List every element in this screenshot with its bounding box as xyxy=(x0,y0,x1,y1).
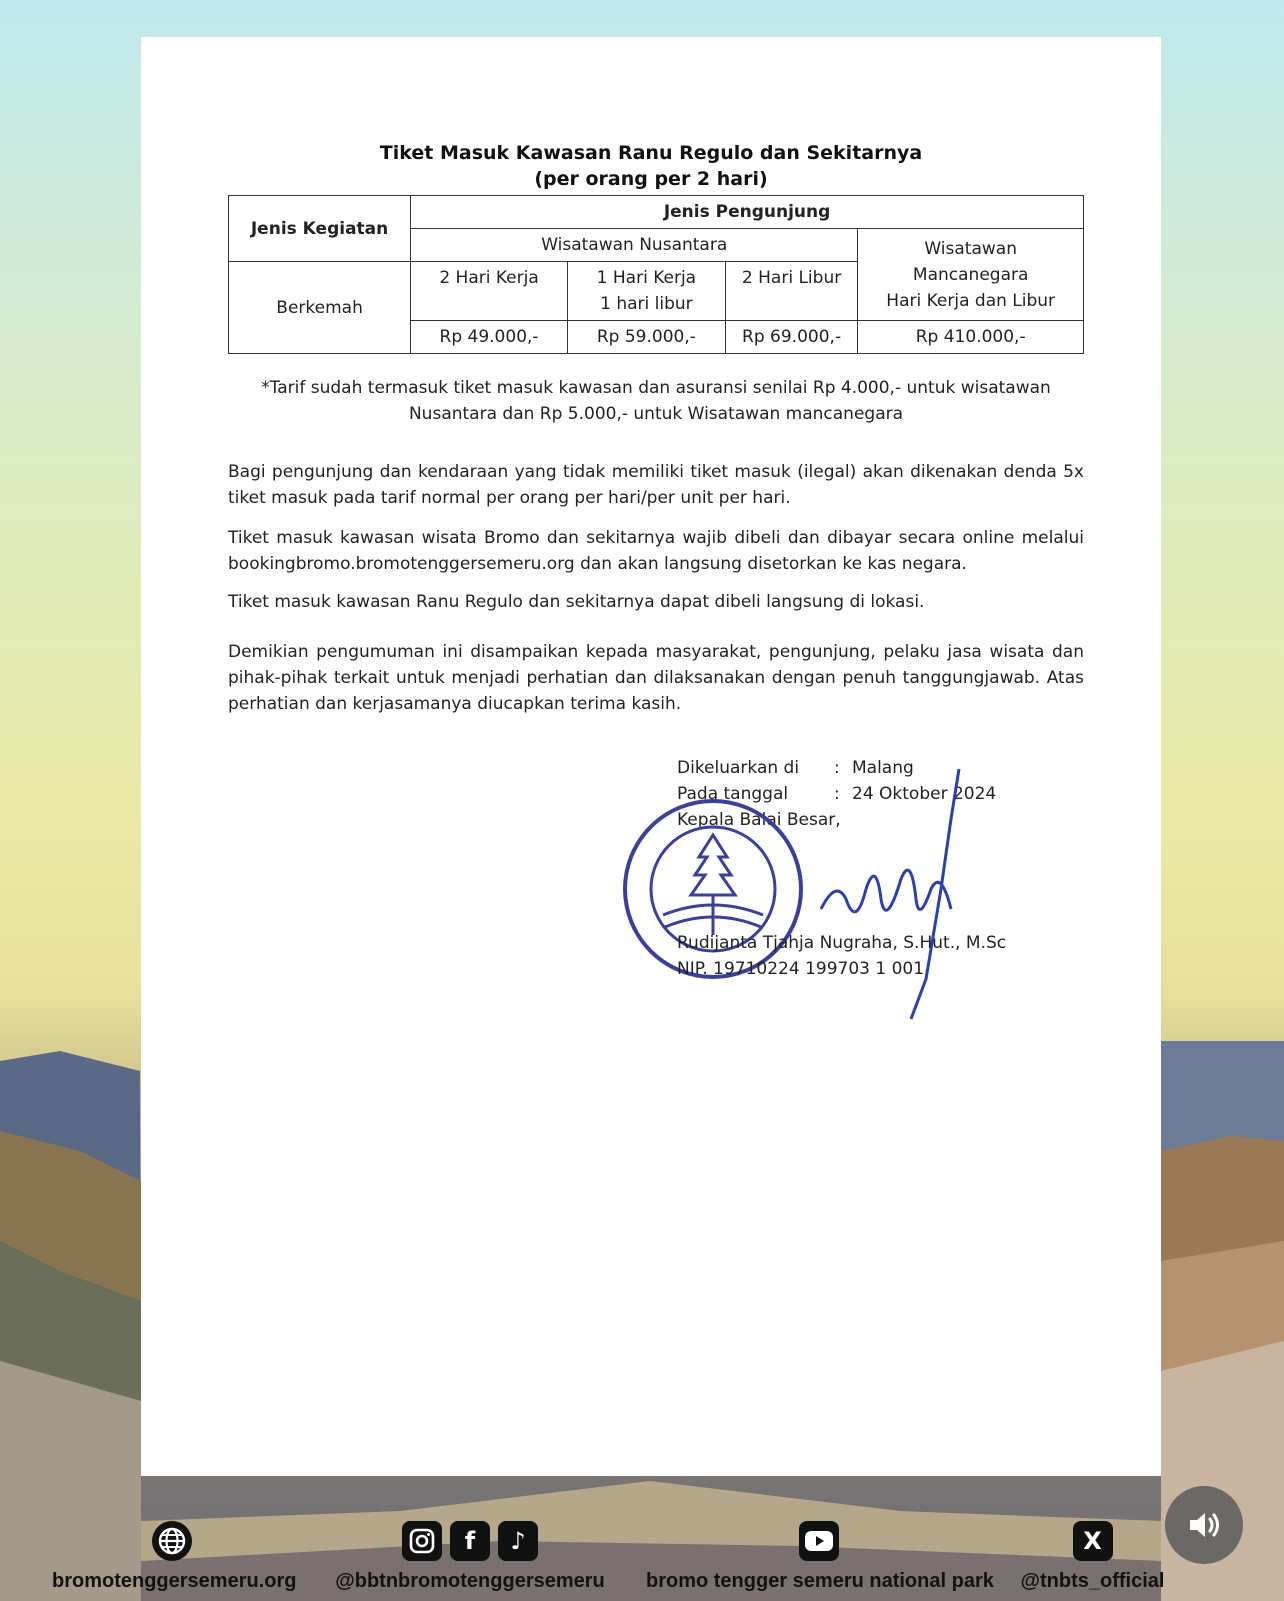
sub-1-workday-1-holiday: 1 Hari Kerja 1 hari libur xyxy=(567,262,725,321)
sub-2-workdays: 2 Hari Kerja xyxy=(411,262,568,321)
youtube-link[interactable]: bromo tengger semeru national park xyxy=(646,1518,991,1593)
price-cell: Rp 59.000,- xyxy=(567,321,725,354)
paragraph-fine: Bagi pengunjung dan kendaraan yang tidak memiliki tiket masuk (ilegal) akan dikenakan denda 5x tiket masuk pada tarif normal per orang per hari/per unit per hari. xyxy=(228,462,1084,508)
paragraph-onsite-ticket: Tiket masuk kawasan Ranu Regulo dan sekitarnya dapat dibeli langsung di lokasi. xyxy=(228,592,925,612)
document-title xyxy=(141,140,1161,192)
sub-2-holidays: 2 Hari Libur xyxy=(725,262,858,321)
header-foreign: Wisatawan Mancanegara Hari Kerja dan Libur xyxy=(858,229,1084,321)
title-line-1: Tiket Masuk Kawasan Ranu Regulo dan Sekitarnya xyxy=(379,142,923,164)
tariff-note: *Tarif sudah termasuk tiket masuk kawasan dan asuransi senilai Rp 4.000,- untuk wisatawan Nusantara dan Rp 5.000,- untuk Wisatawan mancanegara xyxy=(261,378,1051,424)
header-visitor-type: Jenis Pengunjung xyxy=(411,196,1084,229)
header-domestic: Wisatawan Nusantara xyxy=(411,229,858,262)
sound-toggle-button[interactable] xyxy=(1165,1486,1243,1564)
x-link[interactable]: X @tnbts_official xyxy=(1020,1518,1165,1593)
tiktok-icon[interactable]: ♪ xyxy=(498,1521,538,1561)
paragraph-online-ticket: Tiket masuk kawasan wisata Bromo dan sekitarnya wajib dibeli dan dibayar secara online melalui bookingbromo.bromotenggersemeru.org dan akan langsung disetorkan ke kas negara. xyxy=(228,528,1084,574)
header-activity: Jenis Kegiatan xyxy=(229,196,411,262)
facebook-icon[interactable]: f xyxy=(450,1521,490,1561)
title-line-2: (per orang per 2 hari) xyxy=(534,168,768,190)
instagram-icon[interactable] xyxy=(402,1521,442,1561)
price-cell: Rp 410.000,- xyxy=(858,321,1084,354)
ticket-price-table xyxy=(228,195,1084,354)
social-media-links[interactable]: f ♪ @bbtnbromotenggersemeru xyxy=(335,1518,605,1593)
youtube-icon xyxy=(799,1521,839,1561)
signatory xyxy=(677,930,1006,982)
signer-nip: NIP. 19710224 199703 1 001 xyxy=(677,959,925,979)
x-icon: X xyxy=(1073,1521,1113,1561)
social-footer xyxy=(0,1518,1284,1601)
price-cell: Rp 49.000,- xyxy=(411,321,568,354)
issuance-details: Dikeluarkan di : Malang Pada tanggal : 24 Oktober 2024 Kepala Balai Besar, xyxy=(677,758,997,830)
speaker-icon xyxy=(1184,1505,1224,1545)
announcement-document xyxy=(141,37,1161,1476)
signer-name: Rudijanta Tjahja Nugraha, S.Hut., M.Sc xyxy=(677,933,1007,953)
handwritten-signature xyxy=(801,759,1021,1029)
globe-icon xyxy=(152,1521,192,1561)
paragraph-closing: Demikian pengumuman ini disampaikan kepada masyarakat, pengunjung, pelaku jasa wisata dan pihak-pihak terkait untuk menjadi perhatian dan dilaksanakan dengan penuh tanggungjawab. Atas perhatian dan kerjasamanya diucapkan terima kasih. xyxy=(228,642,1084,714)
activity-camping: Berkemah xyxy=(229,262,411,354)
price-cell: Rp 69.000,- xyxy=(725,321,858,354)
website-link[interactable]: bromotenggersemeru.org xyxy=(52,1518,292,1593)
